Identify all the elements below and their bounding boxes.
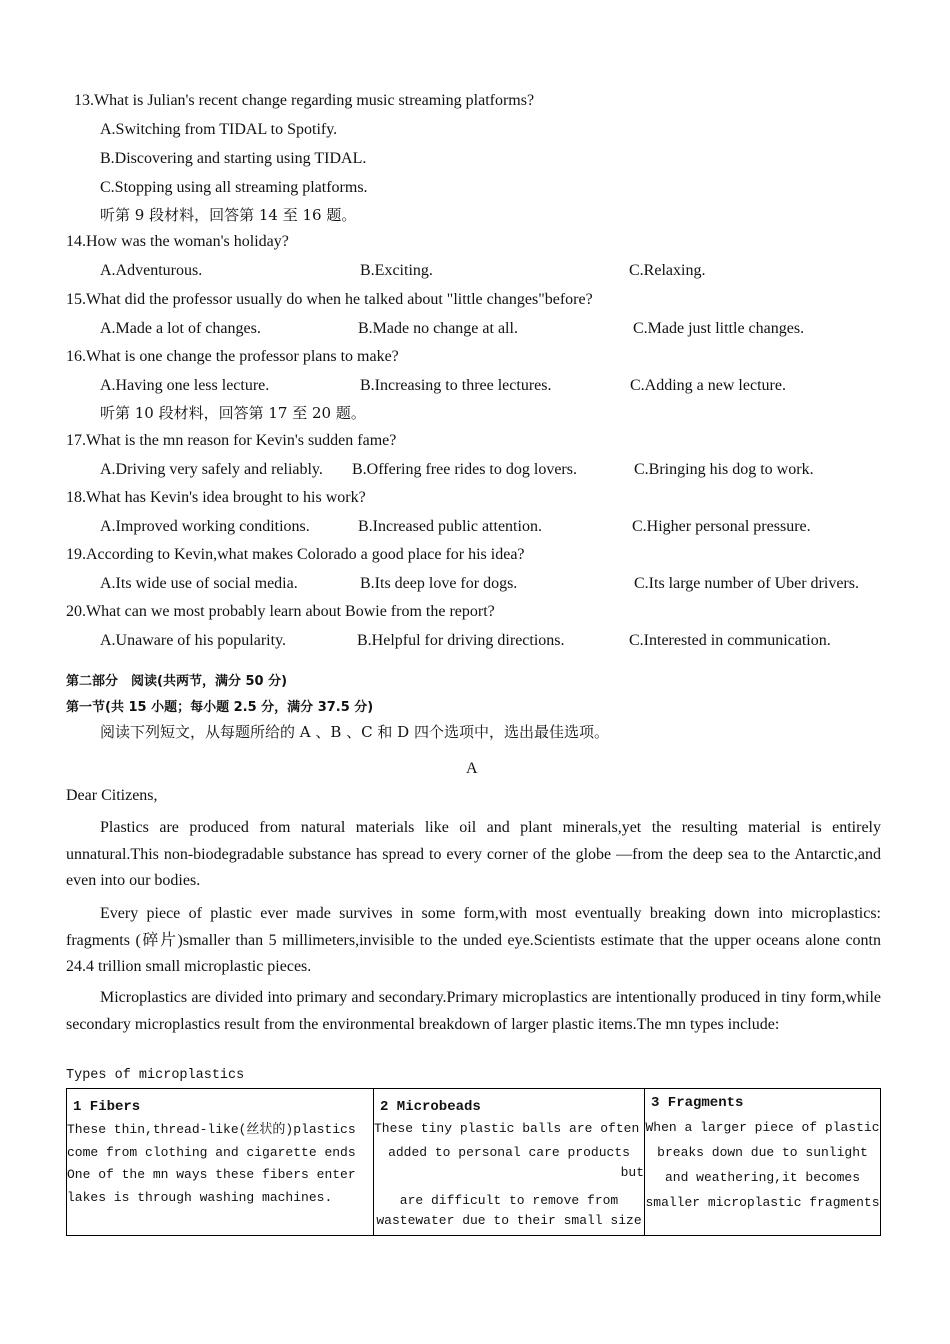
cell-title: 1 Fibers [73,1099,141,1115]
paragraph-3: Microplastics are divided into primary and secondary.Primary microplastics are intentionally produced in tiny form,while secondary microplastics result from the environmental breakdown of larger plastic items.The mn types include: [66,989,881,1033]
q16-option-b: B.Increasing to three lectures. [360,377,552,394]
cell-title: 2 Microbeads [380,1099,481,1115]
q14-option-c: C.Relaxing. [629,262,706,279]
question-18: 18.What has Kevin's idea brought to his work? [66,489,366,506]
cell-line: and weathering,it becomes [664,1170,861,1185]
part2-heading: 第二部分 阅读(共两节，满分 50 分) [66,674,288,689]
q16-option-a: A.Having one less lecture. [100,377,270,394]
table-cell-fragments [645,1089,881,1236]
cell-line: wastewater due to their small size [376,1213,642,1228]
question-13: 13.What is Julian's recent change regarding music streaming platforms? [74,92,535,109]
table-row [67,1089,881,1236]
q19-option-a: A.Its wide use of social media. [100,575,298,592]
q15-option-b: B.Made no change at all. [358,320,518,337]
cell-line: These thin,thread-like(丝状的)plastics [67,1122,356,1137]
reading-instruction: 阅读下列短文，从每题所给的 A 、B 、C 和 D 四个选项中，选出最佳选项。 [100,723,609,741]
instruction-10: 听第 10 段材料，回答第 17 至 20 题。 [100,404,366,422]
cell-title: 3 Fragments [651,1095,744,1111]
q17-option-c: C.Bringing his dog to work. [634,461,814,478]
instruction-9: 听第 9 段材料，回答第 14 至 16 题。 [100,206,357,224]
q15-option-a: A.Made a lot of changes. [100,320,261,337]
paragraph-1: Plastics are produced from natural materials like oil and plant minerals,yet the resulting material is entirely unnatural.This non-biodegradable substance has spread to every corner of the globe —from the deep sea to the Antarctic,and even into our bodies. [66,819,881,889]
question-14: 14.How was the woman's holiday? [66,233,289,250]
table-cell-fibers [67,1089,374,1236]
salutation: Dear Citizens, [66,787,158,804]
q13-option-c: C.Stopping using all streaming platforms. [100,179,368,196]
question-19: 19.According to Kevin,what makes Colorado a good place for his idea? [66,546,525,563]
cell-line: One of the mn ways these fibers enter [67,1167,356,1182]
q20-option-a: A.Unaware of his popularity. [100,632,287,649]
cell-line: When a larger piece of plastic [645,1120,880,1135]
cell-line: These tiny plastic balls are often [374,1121,640,1136]
cell-line: smaller microplastic fragments [645,1195,880,1210]
q19-option-c: C.Its large number of Uber drivers. [634,575,859,592]
q13-option-a: A.Switching from TIDAL to Spotify. [100,121,338,138]
q17-option-a: A.Driving very safely and reliably. [100,461,323,478]
cell-line: lakes is through washing machines. [67,1189,333,1205]
q15-option-c: C.Made just little changes. [633,320,805,337]
q14-option-a: A.Adventurous. [100,262,203,279]
q18-option-b: B.Increased public attention. [358,518,542,535]
q18-option-a: A.Improved working conditions. [100,518,310,535]
table-caption: Types of microplastics [66,1068,245,1083]
question-17: 17.What is the mn reason for Kevin's sudden fame? [66,432,397,449]
paragraph-2: Every piece of plastic ever made survives in some form,with most eventually breaking down into microplastics: fragments (碎片)smaller than 5 millimeters,invisible to the unded eye.Scientists estimate that the upper oceans alone contn 24.4 trillion small microplastic pieces. [66,905,881,975]
q14-option-b: B.Exciting. [360,262,433,279]
q18-option-c: C.Higher personal pressure. [632,518,811,535]
cell-line: but [620,1165,644,1180]
cell-line: added to personal care products [388,1145,630,1160]
question-20: 20.What can we most probably learn about Bowie from the report? [66,603,495,620]
cell-line: are difficult to remove from [399,1193,619,1208]
cell-line: breaks down due to sunlight [657,1145,868,1160]
table-cell-microbeads [374,1089,645,1236]
q20-option-c: C.Interested in communication. [629,632,831,649]
microplastics-table [66,1088,881,1236]
passage-label: A [466,760,478,777]
q16-option-c: C.Adding a new lecture. [630,377,786,394]
q19-option-b: B.Its deep love for dogs. [360,575,518,592]
question-16: 16.What is one change the professor plans to make? [66,348,399,365]
q20-option-b: B.Helpful for driving directions. [357,632,565,649]
q17-option-b: B.Offering free rides to dog lovers. [352,461,577,478]
question-15: 15.What did the professor usually do when he talked about "little changes"before? [66,291,593,308]
q13-option-b: B.Discovering and starting using TIDAL. [100,150,367,167]
cell-line: come from clothing and cigarette ends [67,1144,356,1160]
section1-heading: 第一节(共 15 小题；每小题 2.5 分，满分 37.5 分) [66,700,374,715]
